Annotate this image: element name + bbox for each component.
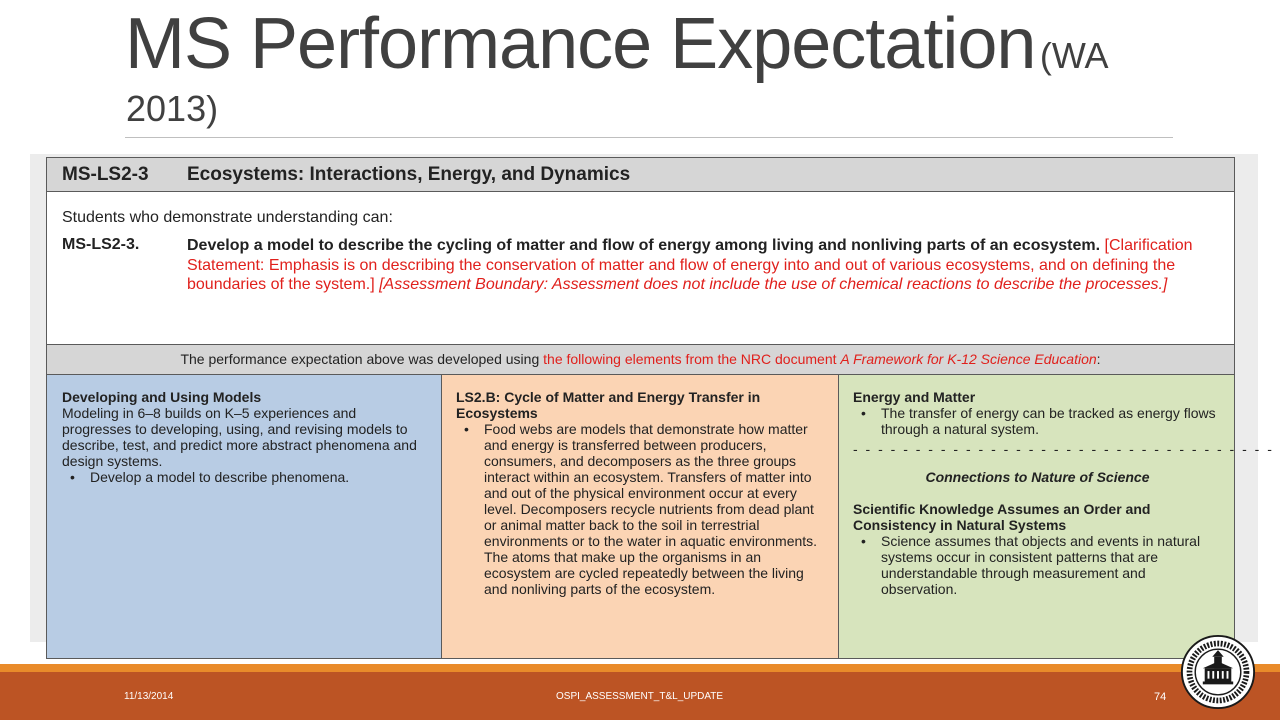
standard-code: MS-LS2-3: [62, 164, 149, 185]
standard-table: [46, 157, 1274, 659]
connections-heading: Connections to Nature of Science: [925, 469, 1150, 485]
standard-document-image: [30, 154, 1274, 642]
assessment-boundary-text: [Assessment Boundary: Assessment does not include the use of chemical reactions to describe the processes.]: [379, 276, 1168, 293]
ospi-washington-seal-icon: [1180, 634, 1256, 710]
standard-header: [47, 158, 1234, 192]
slide-number: 74: [1154, 691, 1167, 703]
crosscutting-bullet: • The transfer of energy can be tracked as energy flows through a natural system.: [881, 405, 1222, 437]
developed-using-row: [47, 344, 1234, 375]
practices-body: Modeling in 6–8 builds on K–5 experiences and progresses to developing, using, and revising models to describe, test, and predict more abstract phenomena and design systems.: [62, 405, 417, 469]
pe-statement: Develop a model to describe the cycling of matter and flow of energy among living and nonliving parts of an ecosystem.: [187, 237, 1101, 254]
practices-bullet: • Develop a model to describe phenomena.: [90, 469, 429, 485]
slide-title-main: MS Performance Expectation: [125, 4, 1036, 84]
students-intro: Students who demonstrate understanding can:: [62, 209, 393, 226]
slide-title: [125, 4, 1185, 84]
nos-list: [853, 533, 1222, 597]
nos-bullet: • Science assumes that objects and events in natural systems occur in consistent patterns that are understandable through measurement and observation.: [881, 533, 1222, 597]
crosscutting-list: [853, 405, 1222, 437]
pe-code: MS-LS2-3.: [62, 236, 140, 253]
footer-title: OSPI_ASSESSMENT_T&L_UPDATE: [556, 691, 724, 702]
practices-column: [47, 375, 442, 658]
slide-title-paren: (WA: [1039, 35, 1109, 76]
slide-footer: [0, 672, 1280, 720]
assessment-boundary: [379, 276, 1167, 293]
dashed-divider: - - - - - - - - - - - - - - - - - - - - - - - - - - - - - - - - - -: [853, 441, 1274, 457]
core-ideas-heading: LS2.B: Cycle of Matter and Energy Transfer in Ecosystems: [456, 389, 761, 421]
footer-date: 11/13/2014: [124, 691, 174, 702]
pe-text: [187, 236, 1227, 295]
framework-title: A Framework for K-12 Science Education: [840, 351, 1097, 367]
nos-heading: Scientific Knowledge Assumes an Order and Consistency in Natural Systems: [853, 501, 1151, 533]
developed-suffix: :: [1096, 351, 1101, 367]
clarification-statement: [Clarification Statement: Emphasis is on describing the conservation of matter and flow of energy into and out of various ecosystems, and on defining the boundaries of the system.]: [187, 237, 1193, 293]
crosscutting-column: [839, 375, 1274, 658]
standard-title: Ecosystems: Interactions, Energy, and Dynamics: [187, 164, 631, 185]
practices-heading: Developing and Using Models: [62, 389, 262, 405]
footer-accent-stripe: [0, 664, 1280, 672]
core-ideas-column: [442, 375, 839, 658]
core-ideas-bullet: • Food webs are models that demonstrate how matter and energy is transferred between producers, consumers, and decomposers as the three groups interact within an ecosystem. Transfers of matter into and out of the physical environment occur at every level. Decomposers recycle nutrients from dead plant or animal matter back to the soil in terrestrial environments or to the water in aquatic environments. The atoms that make up the organisms in an ecosystem are cycled repeatedly between the living and nonliving parts of the ecosystem.: [484, 421, 826, 597]
practices-list: [62, 469, 429, 485]
crosscutting-heading: Energy and Matter: [853, 389, 976, 405]
developed-link: the following elements from the NRC document: [543, 351, 837, 367]
slide-title-line2: 2013): [126, 88, 219, 129]
core-ideas-list: [456, 421, 826, 597]
developed-prefix: The performance expectation above was developed using: [180, 351, 540, 367]
title-divider: [125, 137, 1173, 138]
developed-using-text: [47, 351, 1234, 367]
